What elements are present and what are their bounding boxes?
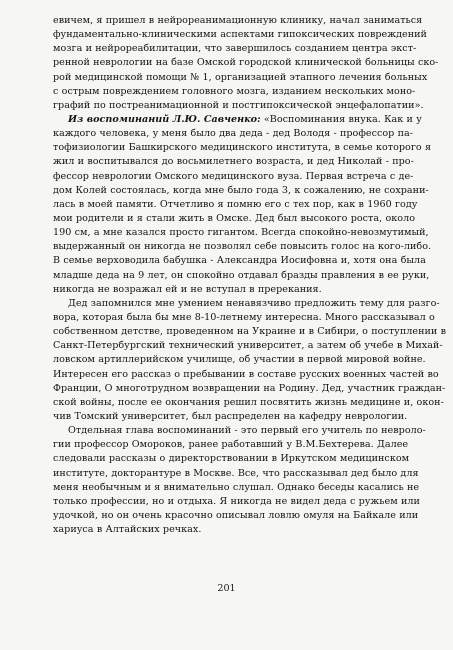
text-line: младше деда на 9 лет, он спокойно отдавал бразды правления в ее руки,	[53, 269, 430, 281]
text-line: мои родители и я стали жить в Омске. Дед был высокого роста, около	[53, 212, 415, 224]
text-line: тофизиологии Башкирского медицинского института, в семье которого я	[53, 142, 432, 154]
text-line: только профессии, но и отдыха. Я никогда не видел деда с ружьем или	[53, 495, 420, 507]
page-number: 201	[217, 583, 236, 594]
text-line: фессор неврологии Омского медицинского вуза. Первая встреча с де-	[53, 170, 414, 182]
text-line: следовали рассказы о директорствовании в Иркутском медицинском	[53, 453, 410, 465]
text-line: Интересен его рассказ о пребывании в составе русских военных частей во	[53, 368, 439, 380]
text-line: меня необычным и я внимательно слушал. Однако беседы касались не	[53, 481, 420, 493]
text-line: с острым повреждением головного мозга, изданием нескольких моно-	[53, 85, 416, 97]
text-line: хариуса в Алтайских речках.	[53, 524, 202, 536]
text-line: чив Томский университет, был распределен на кафедру неврологии.	[53, 410, 408, 422]
text-line: удочкой, но он очень красочно описывал ловлю омуля на Байкале или	[53, 509, 419, 521]
memoir-source-heading: Из воспоминаний Л.Ю. Савченко:	[68, 113, 261, 125]
text-line: Санкт-Петербургский технический университет, а затем об учебе в Михай-	[53, 340, 443, 352]
document-body	[53, 14, 447, 537]
text-line: евичем, я пришел в нейрореанимационную клинику, начал заниматься	[53, 15, 423, 26]
text-line: институте, докторантуре в Москве. Все, что рассказывал дед было для	[53, 467, 419, 479]
text-line: собственном детстве, проведенном на Украине и в Сибири, о поступлении в	[53, 326, 447, 338]
text-line: гии профессор Омороков, ранее работавший у В.М.Бехтерева. Далее	[53, 439, 409, 451]
text-line: лась в моей памяти. Отчетливо я помню его с тех пор, как в 1960 году	[53, 198, 418, 210]
paragraph-start	[53, 113, 422, 127]
text-line: фундаментально-клиническими аспектами гипоксических повреждений	[53, 29, 427, 41]
text-line: ловском артиллерийском училище, об участии в первой мировой войне.	[53, 354, 426, 366]
text-line: В семье верховодила бабушка - Александра Иосифовна и, хотя она была	[53, 255, 426, 267]
text-line: графий по постреанимационной и постгипоксической энцефалопатии».	[53, 99, 424, 111]
text-line: вора, которая была бы мне 8-10-летнему интересна. Много рассказывал о	[53, 311, 435, 323]
text-line: мозга и нейрореабилитации, что завершилось созданием центра экст-	[53, 43, 417, 55]
text-line: ренной неврологии на базе Омской городской клинической больницы ско-	[53, 57, 439, 69]
text-line: Франции, О многотрудном возвращении на Родину. Дед, участник граждан-	[53, 382, 446, 394]
text-line: Отдельная глава воспоминаний - это первый его учитель по невроло-	[68, 425, 426, 437]
text-line: никогда не возражал ей и не вступал в пререкания.	[53, 283, 322, 295]
text-line: дом Колей состоялась, когда мне было года 3, к сожалению, не сохрани-	[53, 184, 429, 196]
text-line: рой медицинской помощи № 1, организацией этапного лечения больных	[53, 71, 428, 83]
text-line: Дед запомнился мне умением ненавязчиво предложить тему для разго-	[68, 297, 440, 309]
text-line: 190 см, а мне казался просто гигантом. Всегда спокойно-невозмутимый,	[53, 227, 429, 239]
text-line: жил и воспитывался до восьмилетнего возраста, и дед Николай - про-	[53, 156, 414, 168]
text-line: выдержанный он никогда не позволял себе повысить голос на кого-либо.	[53, 241, 432, 253]
memoir-intro-text: «Воспоминания внука. Как и у	[260, 113, 422, 125]
text-line: ской войны, после ее окончания решил посвятить жизнь медицине и, окон-	[53, 396, 444, 408]
text-line: каждого человека, у меня было два деда - дед Володя - профессор па-	[53, 128, 413, 140]
